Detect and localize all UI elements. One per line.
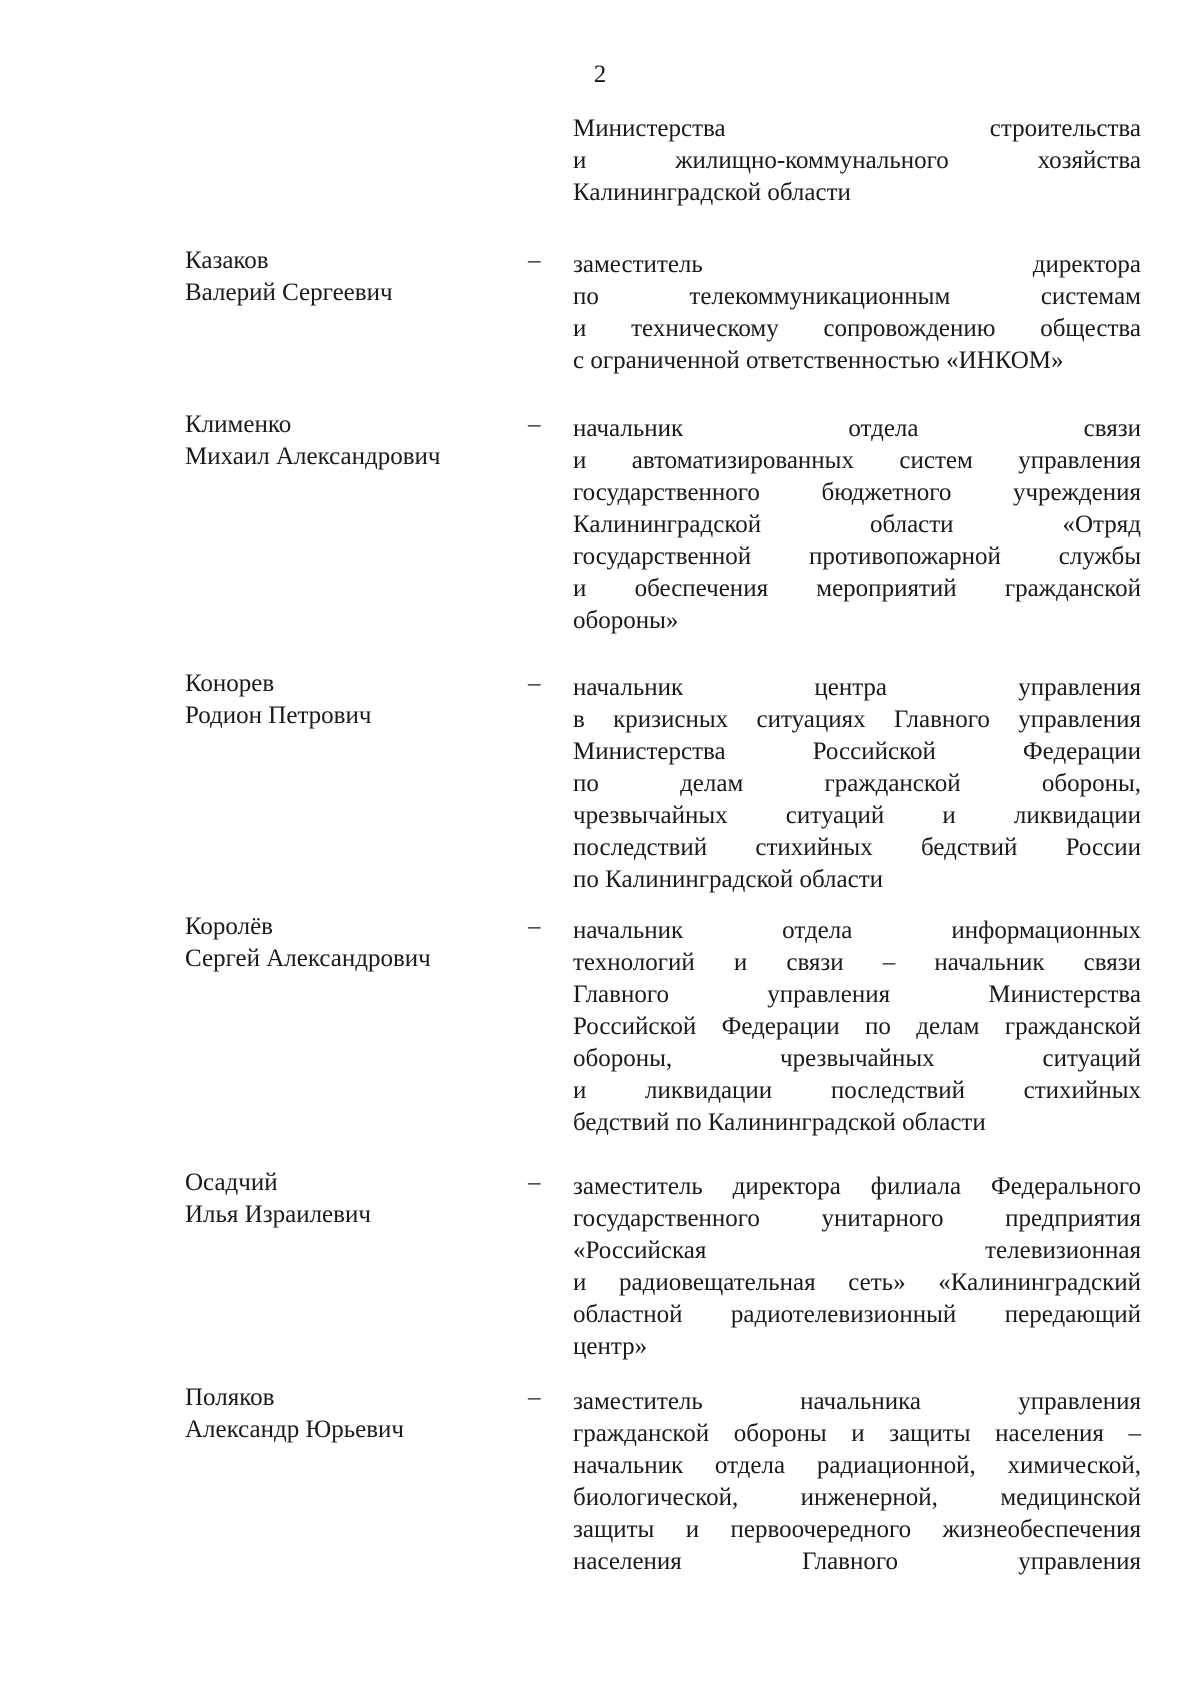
member-surname: Поляков [185, 1384, 275, 1411]
member-dash: – [528, 913, 541, 940]
position-line: и обеспечения мероприятий гражданской [573, 575, 1141, 602]
position-line: государственной противопожарной службы [573, 543, 1141, 570]
member-name [185, 911, 515, 975]
position-line: по Калининградской области [573, 866, 884, 893]
position-line: начальник центра управления [573, 674, 1141, 701]
member-name [185, 1167, 515, 1231]
member-given-name: Михаил Александрович [185, 443, 441, 470]
member-position [573, 672, 1141, 896]
position-line: биологической, инженерной, медицинской [573, 1484, 1141, 1511]
member-position [573, 915, 1141, 1139]
continuation-text [573, 113, 1141, 209]
position-line: государственного бюджетного учреждения [573, 479, 1141, 506]
position-line: технологий и связи – начальник связи [573, 949, 1141, 976]
position-line: с ограниченной ответственностью «ИНКОМ» [573, 347, 1064, 374]
position-line: чрезвычайных ситуаций и ликвидации [573, 802, 1141, 829]
member-dash: – [528, 670, 541, 697]
member-given-name: Валерий Сергеевич [185, 279, 393, 306]
position-line: в кризисных ситуациях Главного управления [573, 706, 1141, 733]
continuation-line: Калининградской области [573, 179, 851, 206]
member-name [185, 1382, 515, 1446]
member-given-name: Родион Петрович [185, 702, 372, 729]
member-surname: Королёв [185, 913, 273, 940]
member-dash: – [528, 411, 541, 438]
member-given-name: Сергей Александрович [185, 945, 431, 972]
position-line: начальник отдела связи [573, 415, 1141, 442]
position-line: гражданской обороны и защиты населения – [573, 1420, 1141, 1447]
position-line: начальник отдела радиационной, химической, [573, 1452, 1141, 1479]
member-surname: Осадчий [185, 1169, 278, 1196]
page-number: 2 [593, 61, 607, 88]
member-position [573, 413, 1141, 637]
position-line: областной радиотелевизионный передающий [573, 1301, 1141, 1328]
position-line: центр» [573, 1333, 648, 1360]
position-line: обороны, чрезвычайных ситуаций [573, 1045, 1141, 1072]
position-line: обороны» [573, 607, 679, 634]
position-line: «Российская телевизионная [573, 1237, 1141, 1264]
member-surname: Конорев [185, 670, 275, 697]
member-name [185, 409, 515, 473]
continuation-line: и жилищно-коммунального хозяйства [573, 147, 1141, 174]
position-line: по делам гражданской обороны, [573, 770, 1141, 797]
position-line: заместитель директора [573, 251, 1141, 278]
member-given-name: Александр Юрьевич [185, 1416, 404, 1443]
position-line: Российской Федерации по делам гражданской [573, 1013, 1141, 1040]
member-position [573, 249, 1141, 377]
position-line: Главного управления Министерства [573, 981, 1141, 1008]
member-name [185, 245, 515, 309]
position-line: начальник отдела информационных [573, 917, 1141, 944]
position-line: и техническому сопровождению общества [573, 315, 1141, 342]
position-line: государственного унитарного предприятия [573, 1205, 1141, 1232]
position-line: заместитель директора филиала Федерального [573, 1173, 1141, 1200]
position-line: и автоматизированных систем управления [573, 447, 1141, 474]
member-surname: Клименко [185, 411, 292, 438]
position-line: последствий стихийных бедствий России [573, 834, 1141, 861]
member-dash: – [528, 247, 541, 274]
member-dash: – [528, 1384, 541, 1411]
member-surname: Казаков [185, 247, 269, 274]
member-name [185, 668, 515, 732]
member-position [573, 1386, 1141, 1578]
position-line: населения Главного управления [573, 1548, 1141, 1575]
continuation-line: Министерства строительства [573, 115, 1141, 142]
position-line: бедствий по Калининградской области [573, 1109, 986, 1136]
member-position [573, 1171, 1141, 1363]
position-line: по телекоммуникационным системам [573, 283, 1141, 310]
position-line: защиты и первоочередного жизнеобеспечения [573, 1516, 1141, 1543]
position-line: и ликвидации последствий стихийных [573, 1077, 1141, 1104]
position-line: заместитель начальника управления [573, 1388, 1141, 1415]
member-dash: – [528, 1169, 541, 1196]
position-line: Министерства Российской Федерации [573, 738, 1141, 765]
position-line: Калининградской области «Отряд [573, 511, 1141, 538]
position-line: и радиовещательная сеть» «Калининградский [573, 1269, 1141, 1296]
member-given-name: Илья Израилевич [185, 1201, 371, 1228]
